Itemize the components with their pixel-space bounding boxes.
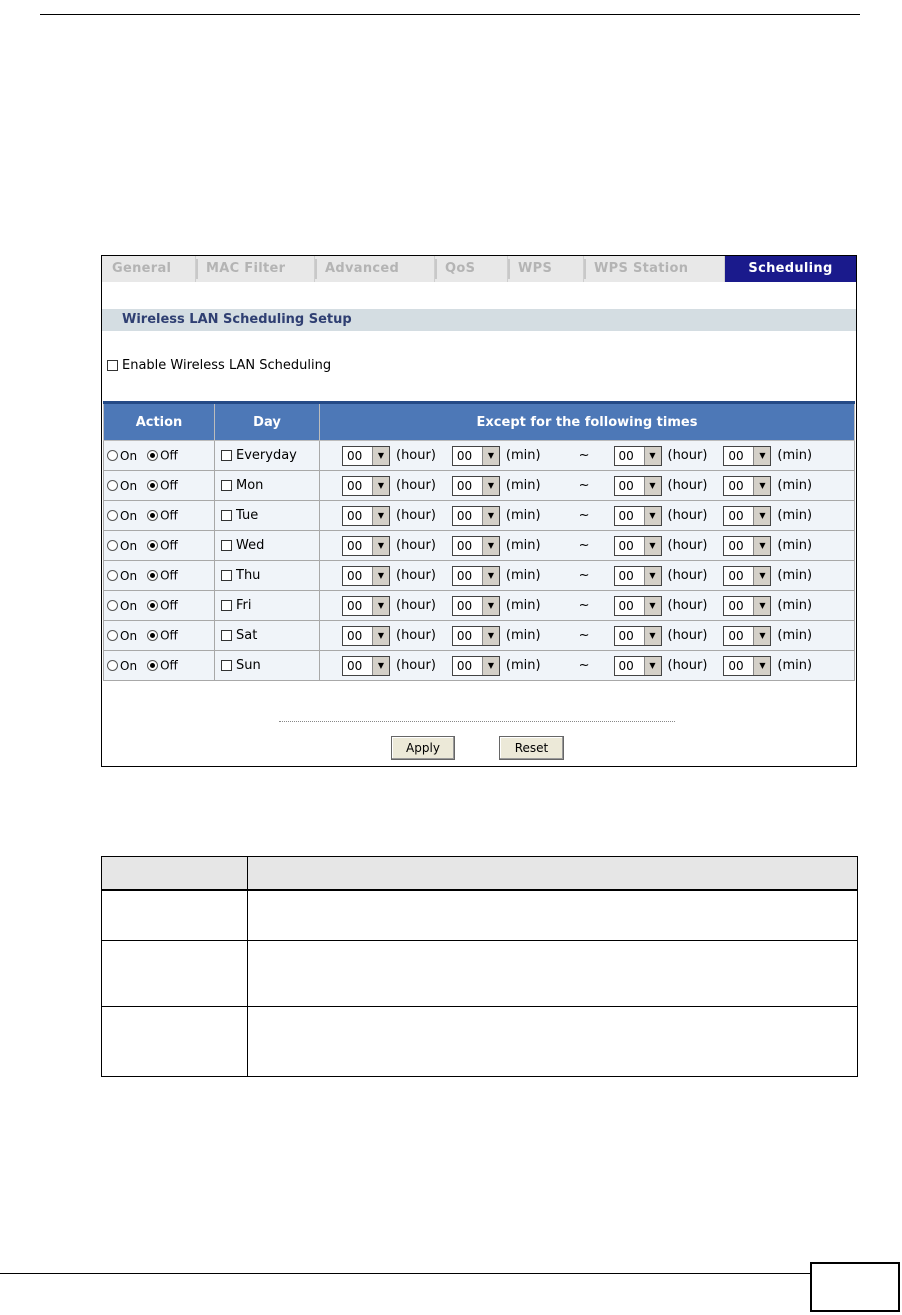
day-checkbox[interactable] <box>221 600 232 611</box>
min-unit: (min) <box>505 568 541 583</box>
min-unit: (min) <box>777 478 813 493</box>
chevron-down-icon: ▼ <box>644 447 661 465</box>
chevron-down-icon: ▼ <box>372 537 389 555</box>
chevron-down-icon: ▼ <box>372 447 389 465</box>
description-cell <box>248 940 858 1006</box>
action-off-label: Off <box>160 508 178 523</box>
start-min-select[interactable] <box>452 446 500 466</box>
hour-unit: (hour) <box>667 448 708 463</box>
min-unit: (min) <box>777 568 813 583</box>
chevron-down-icon: ▼ <box>644 537 661 555</box>
chevron-down-icon: ▼ <box>372 597 389 615</box>
min-unit: (min) <box>777 628 813 643</box>
tab-general[interactable]: General <box>102 256 196 282</box>
action-off-radio[interactable] <box>147 570 158 581</box>
action-on-radio[interactable] <box>107 540 118 551</box>
action-cell <box>104 531 215 561</box>
action-off-label: Off <box>160 448 178 463</box>
hour-unit: (hour) <box>396 628 436 643</box>
start-hour-value: 00 <box>347 508 363 523</box>
end-hour-select[interactable] <box>614 446 662 466</box>
day-label: Wed <box>236 538 265 553</box>
end-hour-value: 00 <box>618 628 634 643</box>
start-hour-select[interactable] <box>342 596 390 616</box>
end-min-select[interactable] <box>723 656 771 676</box>
description-cell <box>102 1006 248 1076</box>
chevron-down-icon: ▼ <box>753 627 770 645</box>
hour-unit: (hour) <box>667 508 708 523</box>
day-cell <box>215 471 320 501</box>
start-min-select[interactable] <box>452 566 500 586</box>
start-min-value: 00 <box>456 568 473 583</box>
times-cell <box>320 531 855 561</box>
chevron-down-icon: ▼ <box>372 567 389 585</box>
day-label: Mon <box>236 478 264 493</box>
action-on-radio[interactable] <box>107 570 118 581</box>
apply-button[interactable]: Apply <box>391 736 455 760</box>
hour-unit: (hour) <box>396 568 436 583</box>
end-hour-value: 00 <box>618 568 634 583</box>
times-cell <box>320 471 855 501</box>
end-min-value: 00 <box>728 628 744 643</box>
day-label: Thu <box>236 568 261 583</box>
hour-unit: (hour) <box>667 568 708 583</box>
action-on-label: On <box>120 658 138 673</box>
start-hour-value: 00 <box>347 628 363 643</box>
end-hour-select[interactable] <box>614 656 662 676</box>
times-cell <box>320 501 855 531</box>
schedule-table <box>103 401 855 681</box>
hour-unit: (hour) <box>396 598 436 613</box>
section-title: Wireless LAN Scheduling Setup <box>102 309 856 331</box>
times-cell <box>320 561 855 591</box>
start-min-value: 00 <box>456 478 473 493</box>
end-hour-select[interactable] <box>614 566 662 586</box>
start-hour-value: 00 <box>347 538 363 553</box>
tab-mac-filter[interactable]: MAC Filter <box>196 256 315 282</box>
scheduling-screen <box>101 255 857 767</box>
hour-unit: (hour) <box>667 658 708 673</box>
description-row <box>102 940 858 1006</box>
min-unit: (min) <box>505 658 541 673</box>
range-separator: ~ <box>578 628 590 643</box>
action-on-radio[interactable] <box>107 450 118 461</box>
end-hour-value: 00 <box>618 478 634 493</box>
schedule-row <box>104 531 855 561</box>
start-hour-select[interactable] <box>342 626 390 646</box>
day-checkbox[interactable] <box>221 540 232 551</box>
description-header-cell <box>248 857 858 891</box>
chevron-down-icon: ▼ <box>482 477 499 495</box>
end-hour-value: 00 <box>618 508 634 523</box>
start-min-select[interactable] <box>452 626 500 646</box>
min-unit: (min) <box>505 508 541 523</box>
divider <box>279 721 675 722</box>
schedule-row <box>104 651 855 681</box>
page-number-box <box>810 1262 900 1312</box>
chevron-down-icon: ▼ <box>372 627 389 645</box>
description-header-cell <box>102 857 248 891</box>
schedule-row <box>104 501 855 531</box>
start-hour-select[interactable] <box>342 656 390 676</box>
end-min-select[interactable] <box>723 506 771 526</box>
tab-qos[interactable]: QoS <box>435 256 508 282</box>
end-min-value: 00 <box>728 508 744 523</box>
hour-unit: (hour) <box>396 478 436 493</box>
tab-advanced[interactable]: Advanced <box>315 256 435 282</box>
action-off-radio[interactable] <box>147 660 158 671</box>
description-cell <box>248 890 858 940</box>
day-label: Tue <box>236 508 259 523</box>
range-separator: ~ <box>578 508 590 523</box>
schedule-row <box>104 471 855 501</box>
description-row <box>102 890 858 940</box>
action-off-label: Off <box>160 478 178 493</box>
column-day: Day <box>215 403 320 441</box>
action-on-radio[interactable] <box>107 480 118 491</box>
enable-scheduling-checkbox[interactable] <box>107 360 118 371</box>
range-separator: ~ <box>578 478 590 493</box>
end-min-select[interactable] <box>723 446 771 466</box>
chevron-down-icon: ▼ <box>644 567 661 585</box>
chevron-down-icon: ▼ <box>753 447 770 465</box>
chevron-down-icon: ▼ <box>644 477 661 495</box>
chevron-down-icon: ▼ <box>753 477 770 495</box>
action-off-label: Off <box>160 538 178 553</box>
range-separator: ~ <box>578 538 590 553</box>
description-header-row <box>102 857 858 891</box>
end-hour-value: 00 <box>618 448 634 463</box>
action-off-radio[interactable] <box>147 510 158 521</box>
end-hour-value: 00 <box>618 598 634 613</box>
day-checkbox[interactable] <box>221 570 232 581</box>
action-off-label: Off <box>160 658 178 673</box>
start-min-select[interactable] <box>452 656 500 676</box>
action-off-label: Off <box>160 628 178 643</box>
action-on-radio[interactable] <box>107 630 118 641</box>
hour-unit: (hour) <box>396 538 436 553</box>
action-on-label: On <box>120 508 138 523</box>
hour-unit: (hour) <box>667 628 708 643</box>
hour-unit: (hour) <box>396 508 436 523</box>
chevron-down-icon: ▼ <box>753 657 770 675</box>
hour-unit: (hour) <box>667 538 708 553</box>
start-min-select[interactable] <box>452 476 500 496</box>
enable-scheduling-row <box>107 358 331 373</box>
chevron-down-icon: ▼ <box>372 477 389 495</box>
min-unit: (min) <box>505 628 541 643</box>
column-action: Action <box>104 403 215 441</box>
day-cell <box>215 441 320 471</box>
action-on-label: On <box>120 448 138 463</box>
reset-button[interactable]: Reset <box>499 736 564 760</box>
day-checkbox[interactable] <box>221 630 232 641</box>
range-separator: ~ <box>578 568 590 583</box>
start-hour-select[interactable] <box>342 476 390 496</box>
tab-bar <box>102 256 856 282</box>
action-cell <box>104 621 215 651</box>
day-label: Sat <box>236 628 258 643</box>
end-min-select[interactable] <box>723 476 771 496</box>
start-hour-select[interactable] <box>342 566 390 586</box>
start-hour-value: 00 <box>347 568 363 583</box>
start-min-value: 00 <box>456 658 473 673</box>
description-cell <box>248 1006 858 1076</box>
action-on-radio[interactable] <box>107 510 118 521</box>
day-cell <box>215 531 320 561</box>
action-on-label: On <box>120 568 138 583</box>
start-min-select[interactable] <box>452 536 500 556</box>
min-unit: (min) <box>505 538 541 553</box>
chevron-down-icon: ▼ <box>482 507 499 525</box>
start-hour-select[interactable] <box>342 506 390 526</box>
action-on-label: On <box>120 598 138 613</box>
chevron-down-icon: ▼ <box>372 507 389 525</box>
chevron-down-icon: ▼ <box>644 507 661 525</box>
times-cell <box>320 621 855 651</box>
day-cell <box>215 621 320 651</box>
end-min-value: 00 <box>728 568 744 583</box>
tab-wps[interactable]: WPS <box>508 256 584 282</box>
chevron-down-icon: ▼ <box>482 447 499 465</box>
start-min-value: 00 <box>456 448 473 463</box>
day-checkbox[interactable] <box>221 510 232 521</box>
min-unit: (min) <box>777 448 813 463</box>
hour-unit: (hour) <box>396 658 436 673</box>
action-cell <box>104 471 215 501</box>
action-cell <box>104 651 215 681</box>
chevron-down-icon: ▼ <box>753 597 770 615</box>
start-hour-select[interactable] <box>342 536 390 556</box>
times-cell <box>320 651 855 681</box>
min-unit: (min) <box>777 658 813 673</box>
end-hour-value: 00 <box>618 658 634 673</box>
chevron-down-icon: ▼ <box>644 657 661 675</box>
end-min-value: 00 <box>728 448 744 463</box>
end-min-select[interactable] <box>723 566 771 586</box>
chevron-down-icon: ▼ <box>482 567 499 585</box>
schedule-row <box>104 441 855 471</box>
chevron-down-icon: ▼ <box>482 657 499 675</box>
day-cell <box>215 651 320 681</box>
hour-unit: (hour) <box>396 448 436 463</box>
action-off-label: Off <box>160 598 178 613</box>
footer-rule <box>0 1273 810 1274</box>
tab-scheduling[interactable]: Scheduling <box>725 256 856 282</box>
end-hour-value: 00 <box>618 538 634 553</box>
action-off-radio[interactable] <box>147 600 158 611</box>
action-cell <box>104 501 215 531</box>
action-off-label: Off <box>160 568 178 583</box>
day-label: Fri <box>236 598 252 613</box>
chevron-down-icon: ▼ <box>644 627 661 645</box>
end-hour-select[interactable] <box>614 626 662 646</box>
start-hour-select[interactable] <box>342 446 390 466</box>
chevron-down-icon: ▼ <box>753 567 770 585</box>
day-cell <box>215 561 320 591</box>
end-min-value: 00 <box>728 538 744 553</box>
end-hour-select[interactable] <box>614 476 662 496</box>
action-off-radio[interactable] <box>147 480 158 491</box>
range-separator: ~ <box>578 598 590 613</box>
end-min-select[interactable] <box>723 536 771 556</box>
end-min-select[interactable] <box>723 626 771 646</box>
start-min-select[interactable] <box>452 506 500 526</box>
end-hour-select[interactable] <box>614 536 662 556</box>
action-cell <box>104 441 215 471</box>
day-checkbox[interactable] <box>221 660 232 671</box>
chevron-down-icon: ▼ <box>482 597 499 615</box>
end-hour-select[interactable] <box>614 596 662 616</box>
times-cell <box>320 591 855 621</box>
min-unit: (min) <box>777 508 813 523</box>
min-unit: (min) <box>777 538 813 553</box>
chevron-down-icon: ▼ <box>482 537 499 555</box>
day-label: Everyday <box>236 448 297 463</box>
header-rule <box>40 14 860 15</box>
times-cell <box>320 441 855 471</box>
hour-unit: (hour) <box>667 598 708 613</box>
min-unit: (min) <box>777 598 813 613</box>
end-min-value: 00 <box>728 598 744 613</box>
day-checkbox[interactable] <box>221 480 232 491</box>
action-on-radio[interactable] <box>107 660 118 671</box>
description-row <box>102 1006 858 1076</box>
chevron-down-icon: ▼ <box>482 627 499 645</box>
schedule-row <box>104 621 855 651</box>
enable-scheduling-label: Enable Wireless LAN Scheduling <box>122 358 332 373</box>
chevron-down-icon: ▼ <box>753 537 770 555</box>
end-min-select[interactable] <box>723 596 771 616</box>
start-hour-value: 00 <box>347 658 363 673</box>
chevron-down-icon: ▼ <box>644 597 661 615</box>
day-cell <box>215 501 320 531</box>
start-min-value: 00 <box>456 598 473 613</box>
end-hour-select[interactable] <box>614 506 662 526</box>
description-cell <box>102 940 248 1006</box>
action-on-label: On <box>120 478 138 493</box>
start-min-select[interactable] <box>452 596 500 616</box>
start-hour-value: 00 <box>347 448 363 463</box>
tab-wps-station[interactable]: WPS Station <box>584 256 725 282</box>
min-unit: (min) <box>505 478 541 493</box>
start-min-value: 00 <box>456 538 473 553</box>
range-separator: ~ <box>578 448 590 463</box>
end-min-value: 00 <box>728 658 744 673</box>
column-times: Except for the following times <box>320 403 855 441</box>
action-cell <box>104 591 215 621</box>
min-unit: (min) <box>505 598 541 613</box>
schedule-row <box>104 561 855 591</box>
day-checkbox[interactable] <box>221 450 232 461</box>
day-cell <box>215 591 320 621</box>
description-cell <box>102 890 248 940</box>
min-unit: (min) <box>505 448 541 463</box>
description-table <box>101 856 858 1077</box>
schedule-rows <box>104 441 855 681</box>
action-off-radio[interactable] <box>147 450 158 461</box>
action-on-label: On <box>120 628 138 643</box>
start-min-value: 00 <box>456 628 473 643</box>
action-off-radio[interactable] <box>147 540 158 551</box>
chevron-down-icon: ▼ <box>372 657 389 675</box>
start-min-value: 00 <box>456 508 473 523</box>
end-min-value: 00 <box>728 478 744 493</box>
start-hour-value: 00 <box>347 598 363 613</box>
action-on-label: On <box>120 538 138 553</box>
action-off-radio[interactable] <box>147 630 158 641</box>
schedule-row <box>104 591 855 621</box>
hour-unit: (hour) <box>667 478 708 493</box>
action-on-radio[interactable] <box>107 600 118 611</box>
action-cell <box>104 561 215 591</box>
range-separator: ~ <box>578 658 590 673</box>
chevron-down-icon: ▼ <box>753 507 770 525</box>
day-label: Sun <box>236 658 261 673</box>
start-hour-value: 00 <box>347 478 363 493</box>
